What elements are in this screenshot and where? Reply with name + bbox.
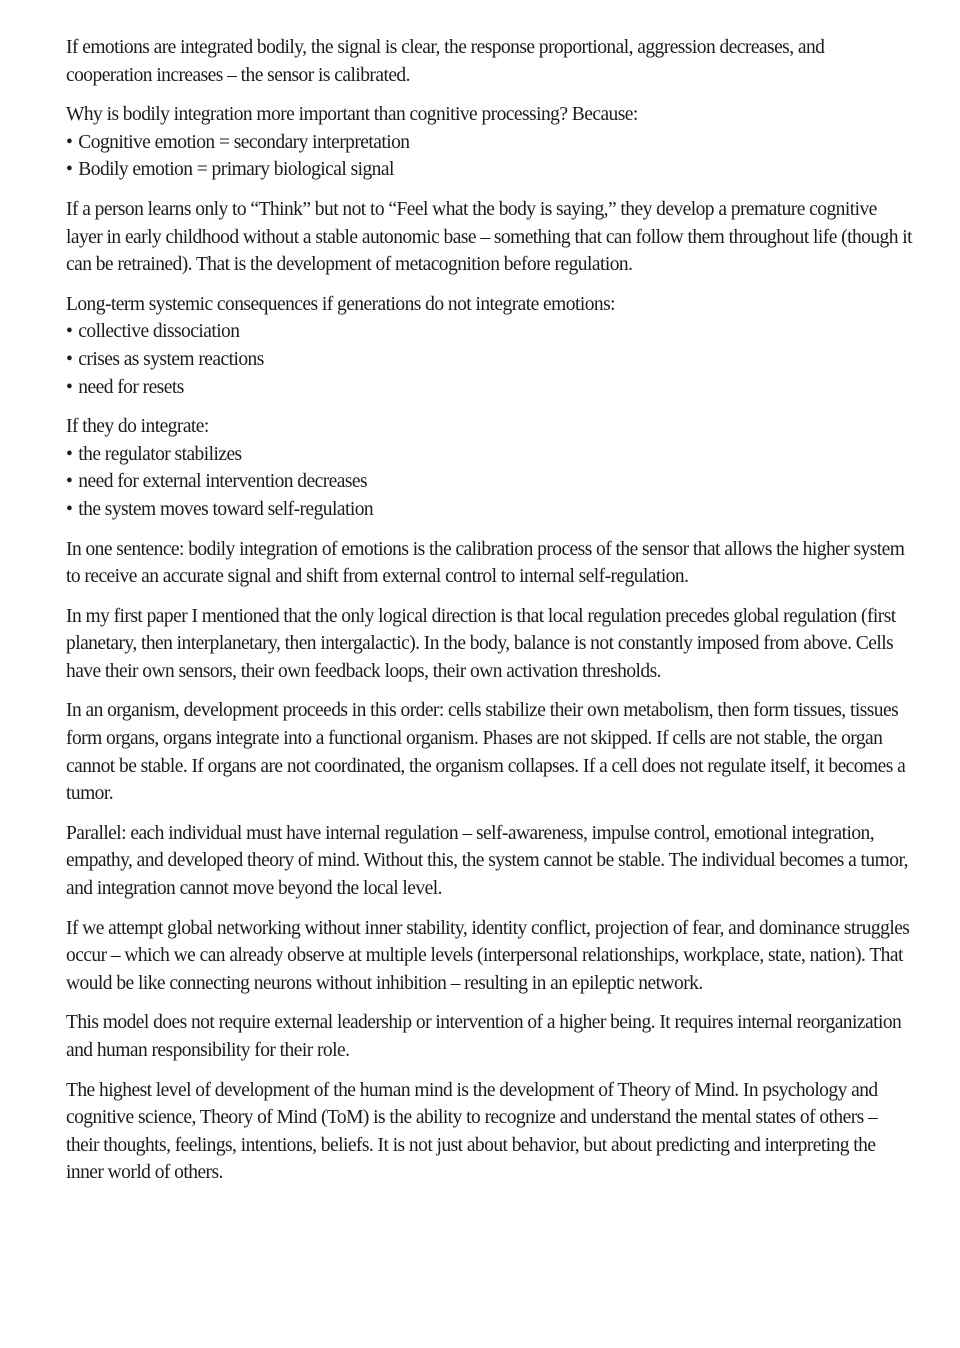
bulleted-paragraph — [66, 291, 912, 401]
bullet-icon: • — [66, 471, 73, 493]
list-item-text: the system moves toward self-regulation — [78, 498, 374, 520]
list-item — [66, 374, 912, 402]
paragraph: In my first paper I mentioned that the only logical direction is that local regulation precedes global regulation (first planetary, then interplanetary, then intergalactic). In the body, balance is not constantly imposed from above. Cells have their own sensors, their own feedback loops, their own activation thresholds. — [66, 605, 896, 682]
paragraph: If we attempt global networking without inner stability, identity conflict, projection of fear, and dominance struggles occur – which we can already observe at multiple levels (interpersonal relationships, workplace, state, nation). That would be like connecting neurons without inhibition – resulting in an epileptic network. — [66, 917, 910, 994]
bullet-icon: • — [66, 321, 73, 343]
list-item — [66, 129, 912, 157]
list-item — [66, 441, 912, 469]
bullet-icon: • — [66, 159, 73, 181]
bullet-icon: • — [66, 376, 73, 398]
bullet-icon: • — [66, 131, 73, 153]
list-item — [66, 156, 912, 184]
bulleted-paragraph — [66, 101, 912, 184]
paragraph: This model does not require external leadership or intervention of a higher being. It requires internal reorganization and human responsibility for their role. — [66, 1012, 902, 1061]
list-item-text: need for resets — [78, 376, 184, 398]
list-item — [66, 318, 912, 346]
bullet-icon: • — [66, 443, 73, 465]
list-item-text: Cognitive emotion = secondary interpretation — [78, 131, 410, 153]
bulleted-paragraph — [66, 413, 912, 523]
list-lead-text: Why is bodily integration more important than cognitive processing? Because: — [66, 104, 638, 126]
bullet-icon: • — [66, 498, 73, 520]
paragraph: In one sentence: bodily integration of emotions is the calibration process of the sensor that allows the higher system to receive an accurate signal and shift from external control to internal self-regulation. — [66, 538, 905, 588]
document-body — [66, 34, 912, 1187]
list-lead-text: If they do integrate: — [66, 416, 209, 438]
paragraph: If emotions are integrated bodily, the signal is clear, the response proportional, aggression decreases, and cooperation increases – the sensor is calibrated. — [66, 37, 825, 86]
list-item-text: need for external intervention decreases — [78, 471, 368, 493]
list-item-text: crises as system reactions — [78, 348, 264, 370]
list-item-text: collective dissociation — [78, 321, 240, 343]
list-item-text: the regulator stabilizes — [78, 443, 242, 465]
paragraph: Parallel: each individual must have internal regulation – self-awareness, impulse control, emotional integration, empathy, and developed theory of mind. Without this, the system cannot be stable. The individual becomes a tumor, and integration cannot move beyond the local level. — [66, 822, 908, 900]
paragraph: The highest level of development of the human mind is the development of Theory of Mind. In psychology and cognitive science, Theory of Mind (ToM) is the ability to recognize and understand the mental states of others – their thoughts, feelings, intentions, beliefs. It is not just about behavior, but about predicting and interpreting the inner world of others. — [66, 1079, 878, 1184]
list-item — [66, 468, 912, 496]
list-lead-text: Long-term systemic consequences if generations do not integrate emotions: — [66, 293, 616, 315]
bullet-icon: • — [66, 348, 73, 370]
list-item — [66, 346, 912, 374]
paragraph: If a person learns only to “Think” but not to “Feel what the body is saying,” they develop a premature cognitive layer in early childhood without a stable autonomic base – something that can follow them throughout life (though it can be retrained). That is the development of metacognition before regulation. — [66, 198, 912, 276]
paragraph: In an organism, development proceeds in this order: cells stabilize their own metabolism, then form tissues, tissues form organs, organs integrate into a functional organism. Phases are not skipped. If cells are not stable, the organ cannot be stable. If organs are not coordinated, the organism collapses. If a cell does not regulate itself, it becomes a tumor. — [66, 700, 906, 805]
list-item-text: Bodily emotion = primary biological signal — [78, 159, 394, 181]
list-item — [66, 496, 912, 524]
